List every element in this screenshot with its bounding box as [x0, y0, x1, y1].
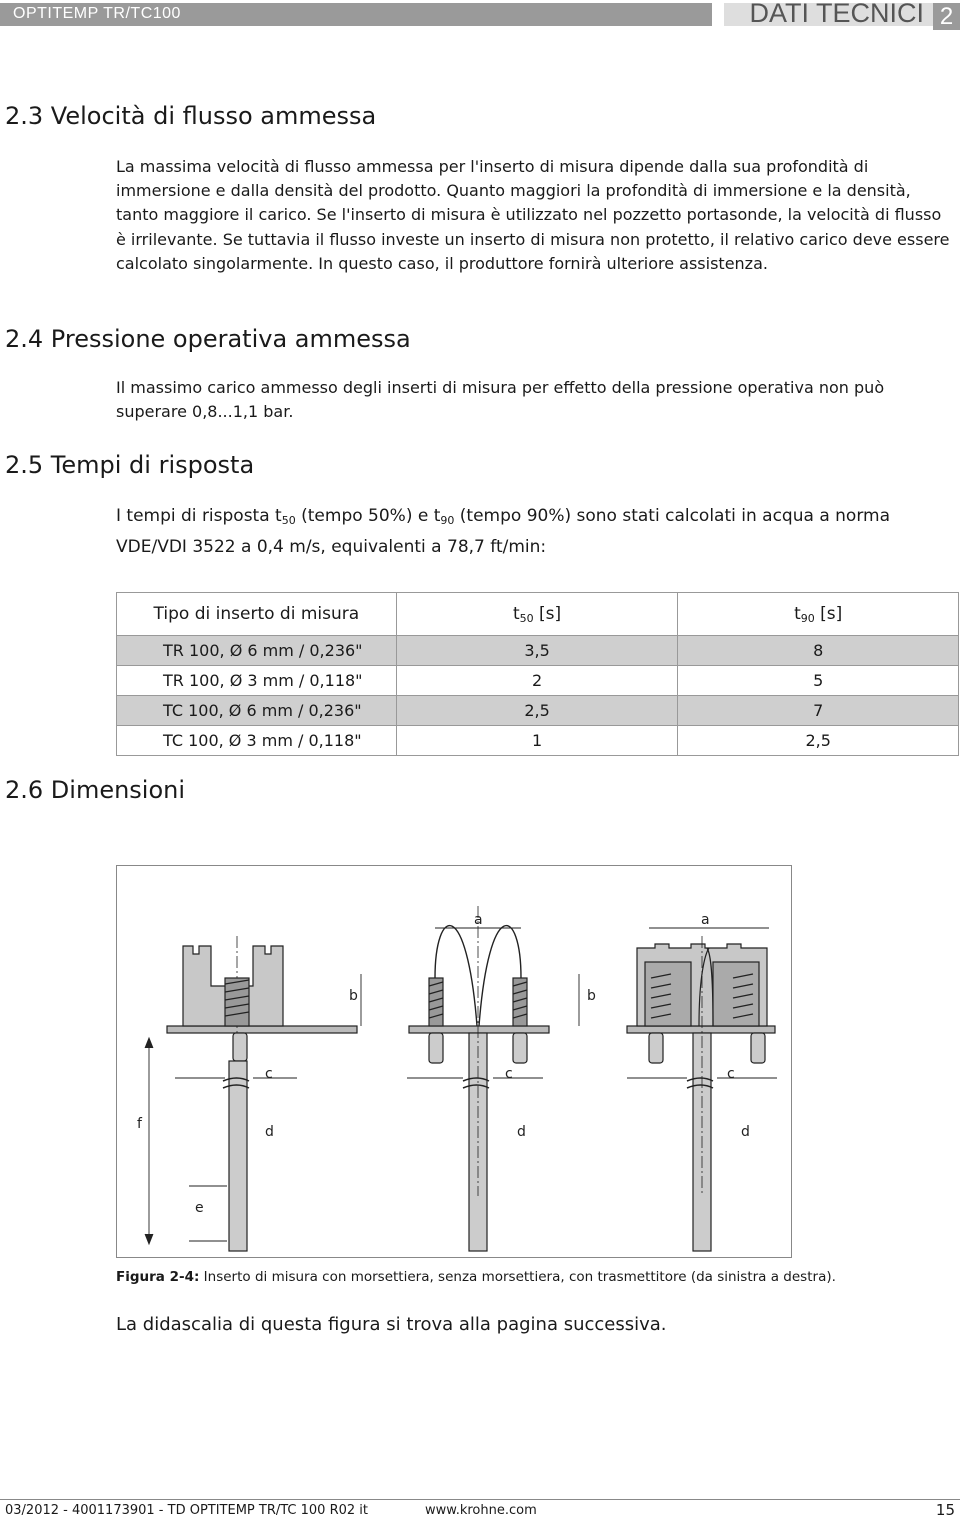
- table-row: TR 100, Ø 3 mm / 0,118" 2 5: [117, 666, 959, 696]
- label-a-middle: a: [474, 912, 483, 928]
- label-e: e: [195, 1200, 204, 1216]
- table-header-type: Tipo di inserto di misura: [117, 593, 397, 636]
- footer-website-link[interactable]: www.krohne.com: [425, 1503, 537, 1518]
- table-row: TC 100, Ø 3 mm / 0,118" 1 2,5: [117, 726, 959, 756]
- label-c-left: c: [265, 1066, 273, 1082]
- label-d-left: d: [265, 1124, 274, 1140]
- header-section-title: DATI TECNICI: [749, 0, 924, 28]
- table-row: TR 100, Ø 6 mm / 0,236" 3,5 8: [117, 636, 959, 666]
- insert-with-transmitter-drawing: [637, 936, 767, 1251]
- header-product-bar: [0, 3, 712, 26]
- figure-caption: Figura 2-4: Inserto di misura con morsettiera, senza morsettiera, con trasmettitore (da sinistra a destra).: [116, 1269, 836, 1285]
- label-a-right: a: [701, 912, 710, 928]
- table-header-t50: $t_{50}$ [s]: [396, 593, 678, 636]
- section-2-6-title: 2.6 Dimensioni: [5, 776, 186, 804]
- section-2-5-paragraph: I tempi di risposta $t_{50}$ (tempo 50%) e $t_{90}$ (tempo 90%) sono stati calcolati in acqua a norma VDE/VDI 3522 a 0,4 m/s, equivalenti a 78,7 ft/min:: [116, 506, 890, 557]
- label-d-right: d: [741, 1124, 750, 1140]
- dimension-drawing: [116, 865, 792, 1258]
- label-b-right: b: [587, 988, 596, 1004]
- figure-note: La didascalia di questa figura si trova alla pagina successiva.: [116, 1314, 667, 1335]
- footer-doc-id: 03/2012 - 4001173901 - TD OPTITEMP TR/TC 100 R02 it: [5, 1503, 369, 1518]
- section-2-4-title: 2.4 Pressione operativa ammessa: [5, 325, 411, 353]
- section-2-4-paragraph: Il massimo carico ammesso degli inserti di misura per effetto della pressione operativa non può superare 0,8...1,1 bar.: [116, 378, 885, 422]
- footer-page-number: 15: [935, 1501, 955, 1519]
- footer-divider: [0, 1499, 960, 1500]
- chapter-number-badge: 2: [933, 3, 960, 30]
- table-header-row: [117, 593, 959, 636]
- label-c-right: c: [727, 1066, 735, 1082]
- table-header-t90: $t_{90}$ [s]: [678, 593, 959, 636]
- label-b-left: b: [349, 988, 358, 1004]
- section-2-3-title: 2.3 Velocità di flusso ammessa: [5, 102, 377, 130]
- section-2-5-title: 2.5 Tempi di risposta: [5, 451, 255, 479]
- response-time-table: [116, 592, 959, 756]
- table-row: TC 100, Ø 6 mm / 0,236" 2,5 7: [117, 696, 959, 726]
- label-d-middle: d: [517, 1124, 526, 1140]
- label-c-middle: c: [505, 1066, 513, 1082]
- section-2-3-paragraph: La massima velocità di flusso ammessa per l'inserto di misura dipende dalla sua profondità di immersione e dalla densità del prodotto. Quanto maggiori la profondità di immersione e la densità, tanto maggiore il carico. Se l'inserto di misura è utilizzato nel pozzetto portasonde, la velocità di flusso è irrilevante. Se tuttavia il flusso investe un inserto di misura non protetto, il relativo carico deve essere calcolato singolarmente. In questo caso, il produttore fornirà ulteriore assistenza.: [116, 157, 950, 273]
- label-f: f: [137, 1116, 142, 1132]
- header-product: OPTITEMP TR/TC100: [13, 5, 181, 22]
